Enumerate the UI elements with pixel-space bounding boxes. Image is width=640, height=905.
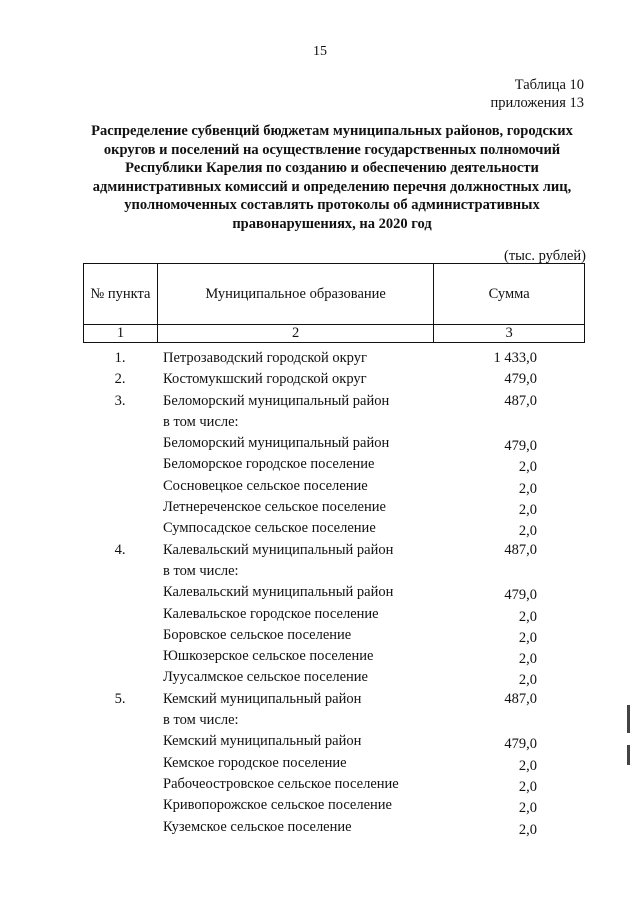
units-label: (тыс. рублей): [504, 248, 586, 264]
row-amount: 2,0: [518, 757, 537, 774]
table-body: [83, 348, 585, 838]
row-amount: 2,0: [518, 821, 537, 838]
row-number: 1.: [114, 350, 126, 366]
table-row: [83, 369, 585, 390]
table-row: [83, 348, 585, 369]
row-municipality: Сумпосадское сельское поселение: [163, 520, 376, 537]
row-municipality: Куземское сельское поселение: [163, 818, 352, 835]
table-row: [83, 497, 585, 518]
table-reference-line2: приложения 13: [490, 95, 584, 111]
row-municipality: Беломорское городское поселение: [163, 456, 375, 473]
row-municipality: Кривопорожское сельское поселение: [163, 797, 392, 814]
row-number: 2.: [114, 371, 126, 388]
row-amount: 2,0: [518, 502, 537, 519]
table-reference: [491, 76, 584, 112]
table-row: [83, 540, 585, 561]
page-number: 15: [313, 44, 327, 59]
row-amount: 487,0: [504, 690, 537, 707]
scan-edge-mark: [627, 705, 630, 733]
table-row: [83, 412, 585, 433]
table-row: [83, 753, 585, 774]
row-municipality: Летнереченское сельское поселение: [163, 499, 386, 516]
table-row: [83, 561, 585, 582]
row-municipality: Калевальский муниципальный район: [163, 541, 394, 558]
row-number: 3.: [114, 392, 126, 409]
row-municipality: Беломорский муниципальный район: [163, 435, 390, 452]
table-row: [83, 518, 585, 539]
table-row: [83, 710, 585, 731]
row-municipality: Кемское городское поселение: [163, 754, 347, 771]
table-row: [83, 689, 585, 710]
row-amount: 479,0: [504, 587, 537, 604]
table-row: [83, 582, 585, 603]
header-item-number: № пункта: [84, 264, 158, 325]
row-municipality: Юшкозерское сельское поселение: [163, 648, 374, 665]
table-row: [83, 433, 585, 454]
table-row: [83, 646, 585, 667]
row-municipality: Кемский муниципальный район: [163, 690, 362, 707]
table-row: [83, 774, 585, 795]
scan-edge-mark: [627, 745, 630, 765]
row-municipality: в том числе:: [163, 562, 239, 579]
row-amount: 479,0: [504, 438, 537, 455]
row-municipality: Сосновецкое сельское поселение: [163, 477, 368, 494]
row-amount: 2,0: [518, 778, 537, 795]
table-row: [83, 625, 585, 646]
row-amount: 2,0: [518, 672, 537, 689]
row-number: 5.: [114, 690, 126, 707]
header-municipality: Муниципальное образование: [157, 264, 433, 325]
row-amount: 2,0: [518, 800, 537, 817]
table-row: [83, 391, 585, 412]
row-municipality: Калевальское городское поселение: [163, 605, 379, 622]
column-number-1: 1: [84, 325, 158, 343]
table-header: [83, 263, 585, 343]
table-row: [83, 667, 585, 688]
row-municipality: Беломорский муниципальный район: [163, 392, 390, 409]
row-amount: 2,0: [518, 629, 537, 646]
row-municipality: Луусалмское сельское поселение: [163, 669, 368, 686]
row-amount: 479,0: [504, 371, 537, 388]
header-amount: Сумма: [434, 264, 585, 325]
row-amount: 2,0: [518, 459, 537, 476]
row-amount: 2,0: [518, 651, 537, 668]
column-number-2: 2: [157, 325, 433, 343]
table-row: [83, 817, 585, 838]
table-row: [83, 604, 585, 625]
row-amount: 1 433,0: [493, 350, 537, 366]
row-amount: 2,0: [518, 523, 537, 540]
row-municipality: Калевальский муниципальный район: [163, 584, 394, 601]
row-municipality: в том числе:: [163, 413, 239, 430]
row-number: 4.: [114, 541, 126, 558]
table-row: [83, 795, 585, 816]
row-amount: 2,0: [518, 608, 537, 625]
row-municipality: Костомукшский городской округ: [163, 371, 367, 388]
row-amount: 2,0: [518, 480, 537, 497]
row-municipality: Кемский муниципальный район: [163, 733, 362, 750]
row-amount: 487,0: [504, 541, 537, 558]
row-municipality: Петрозаводский городской округ: [163, 350, 367, 366]
table-row: [83, 731, 585, 752]
row-amount: 479,0: [504, 736, 537, 753]
table-reference-line1: Таблица 10: [514, 77, 584, 93]
table-row: [83, 454, 585, 475]
column-number-3: 3: [434, 325, 585, 343]
row-amount: 487,0: [504, 392, 537, 409]
table-row: [83, 476, 585, 497]
row-municipality: Рабочеостровское сельское поселение: [163, 775, 399, 792]
row-municipality: в том числе:: [163, 712, 239, 729]
row-municipality: Боровское сельское поселение: [163, 626, 352, 643]
document-title: Распределение субвенций бюджетам муниципальных районов, городских округов и поселений на осуществление государственных полномочий Республики Карелия по созданию и обеспечению деятельности административных комиссий и определению перечня должностных лиц, уполномоченных составлять протоколы об административных правонарушениях, на 2020 год: [91, 123, 573, 232]
